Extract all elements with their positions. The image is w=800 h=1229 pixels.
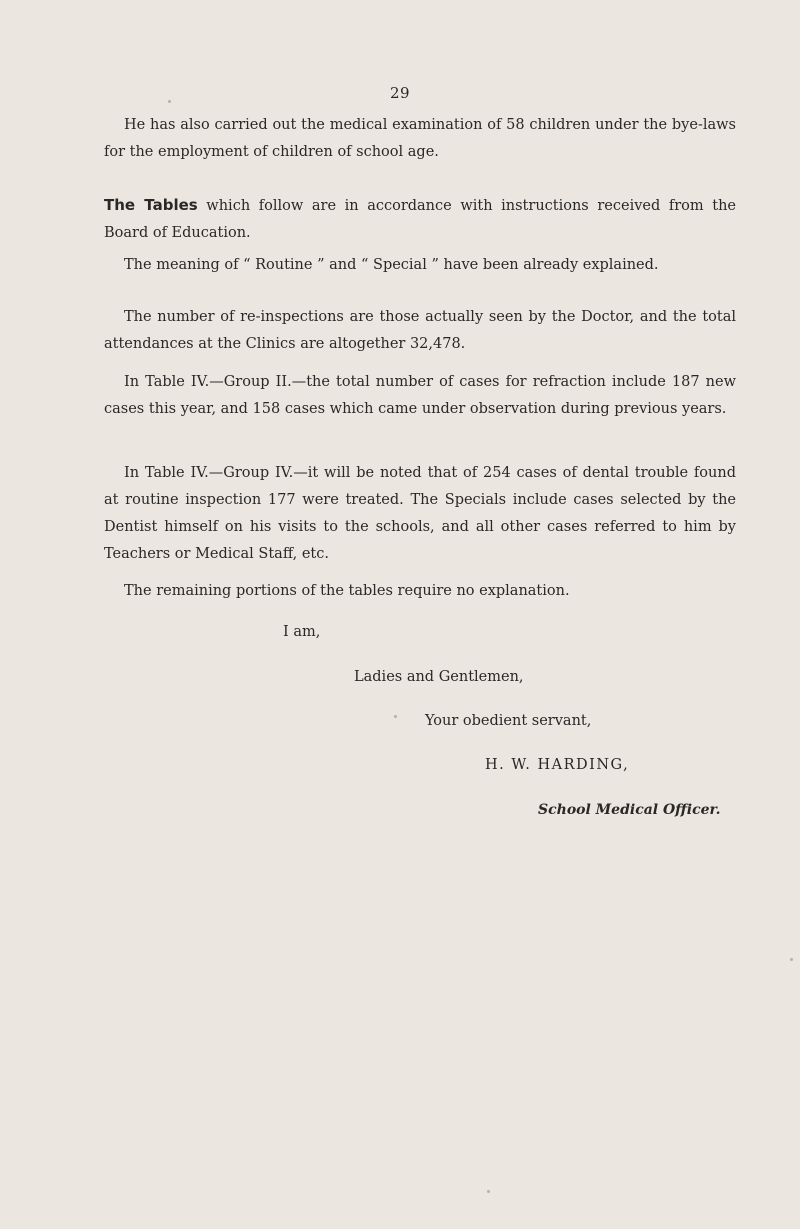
signature-title: School Medical Officer.: [538, 802, 721, 818]
paragraph-re-inspections: The number of re-inspections are those actually seen by the Doctor, and the total attendances at the Clinics are altogether 32,478.: [104, 309, 736, 352]
closing-i-am: I am,: [283, 624, 321, 640]
paragraph-dental: In Table IV.—Group IV.—it will be noted that of 254 cases of dental trouble found at routine inspection 177 were treated. The Specials include cases selected by the Dentist himself on his visits to the schools, and all other cases referred to him by Teachers or Medical Staff, etc.: [104, 465, 736, 562]
closing-valediction: Your obedient servant,: [425, 713, 592, 729]
tables-lead-heading: The Tables: [104, 196, 198, 214]
paragraph-bye-laws: He has also carried out the medical examination of 58 children under the bye-laws for the employment of children of school age.: [104, 117, 736, 160]
tables-body-text: which follow are in accordance with instructions received from the Board of Education.: [104, 198, 736, 241]
signature-name: H. W. HARDING,: [485, 757, 630, 773]
page-number: 29: [389, 84, 411, 102]
paper-speck: [790, 958, 793, 961]
paper-speck: [394, 715, 397, 718]
closing-salutation: Ladies and Gentlemen,: [354, 669, 524, 685]
paper-speck: [487, 1190, 490, 1193]
paragraph-tables: [104, 192, 736, 247]
paper-speck: [168, 100, 171, 103]
paragraph-refraction: In Table IV.—Group II.—the total number of cases for refraction include 187 new cases this year, and 158 cases which came under observation during previous years.: [104, 374, 736, 417]
paragraph-routine-special: The meaning of “ Routine ” and “ Special ” have been already explained.: [124, 257, 659, 273]
paragraph-remaining: The remaining portions of the tables require no explanation.: [124, 583, 570, 599]
